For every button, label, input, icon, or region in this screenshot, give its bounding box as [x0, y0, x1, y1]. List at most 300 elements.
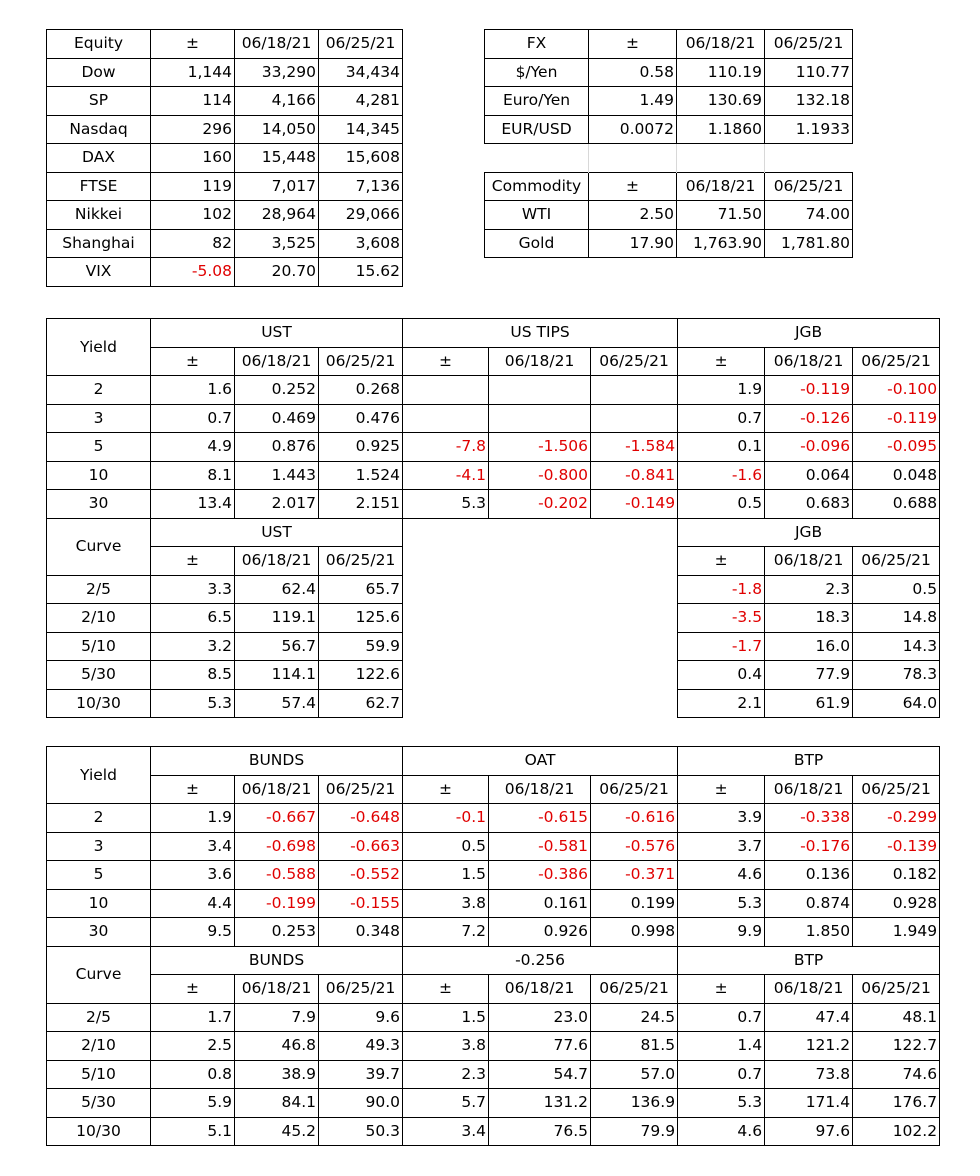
equity-value: 14,050	[235, 115, 319, 144]
sub-header: 06/25/21	[853, 775, 940, 804]
yield-group-header-row	[47, 319, 940, 348]
empty-area	[403, 632, 489, 661]
empty-area	[489, 547, 591, 576]
yield-value: 3.9	[678, 804, 765, 833]
equity-row	[47, 115, 403, 144]
yield-label: Yield	[47, 319, 151, 376]
curve-value: 81.5	[591, 1032, 678, 1061]
yield-row	[47, 461, 940, 490]
commodity-value: 1,781.80	[765, 229, 853, 258]
equity-value: 102	[151, 201, 235, 230]
yield-value: -0.100	[853, 376, 940, 405]
yield-value: -0.199	[235, 889, 319, 918]
curve-value: 0.5	[853, 575, 940, 604]
equity-value: 1,144	[151, 58, 235, 87]
curve-value: 0.8	[151, 1060, 235, 1089]
curve-value: 56.7	[235, 632, 319, 661]
spread-label: 5/30	[47, 1089, 151, 1118]
equity-name: Nikkei	[47, 201, 151, 230]
yield-value: 8.1	[151, 461, 235, 490]
yield-value: 0.1	[678, 433, 765, 462]
equity-value: 28,964	[235, 201, 319, 230]
equity-value: -5.08	[151, 258, 235, 287]
yield-value: 0.683	[765, 490, 853, 519]
equity-value: 29,066	[319, 201, 403, 230]
commodity-name: WTI	[485, 201, 589, 230]
empty-area	[403, 547, 489, 576]
group-header: UST	[151, 518, 403, 547]
curve-value: 2.3	[403, 1060, 489, 1089]
commodity-value: 17.90	[589, 229, 677, 258]
yield-value: 1.949	[853, 918, 940, 947]
yield-value: -0.176	[765, 832, 853, 861]
group-header: UST	[151, 319, 403, 348]
yield-value: -1.6	[678, 461, 765, 490]
yield-sub-header-row	[47, 347, 940, 376]
curve-value: 79.9	[591, 1117, 678, 1146]
yield-value: -0.371	[591, 861, 678, 890]
group-header: OAT	[403, 747, 678, 776]
empty-area	[489, 689, 591, 718]
equity-value: 119	[151, 172, 235, 201]
equity-header-cell: Equity	[47, 30, 151, 59]
yield-value: 9.5	[151, 918, 235, 947]
equity-value: 82	[151, 229, 235, 258]
yield-row	[47, 404, 940, 433]
curve-value: 2.1	[678, 689, 765, 718]
spread-label: 5/10	[47, 1060, 151, 1089]
commodity-header-cell: ±	[589, 172, 677, 201]
yield-value: 2.017	[235, 490, 319, 519]
empty-area	[489, 632, 591, 661]
curve-row	[47, 632, 940, 661]
curve-value: 46.8	[235, 1032, 319, 1061]
curve-row	[47, 1003, 940, 1032]
commodity-value: 74.00	[765, 201, 853, 230]
yield-value: -0.588	[235, 861, 319, 890]
empty-area	[591, 661, 678, 690]
empty-area	[591, 604, 678, 633]
group-header: -0.256	[403, 946, 678, 975]
curve-value: 121.2	[765, 1032, 853, 1061]
equity-name: Nasdaq	[47, 115, 151, 144]
curve-value: 62.7	[319, 689, 403, 718]
yield-value: -0.299	[853, 804, 940, 833]
yield-value: -0.155	[319, 889, 403, 918]
yield-sub-header-row	[47, 775, 940, 804]
curve-value: 1.7	[151, 1003, 235, 1032]
curve-value: 3.3	[151, 575, 235, 604]
fx-row	[485, 87, 853, 116]
curve-value: 78.3	[853, 661, 940, 690]
yield-value: -0.841	[591, 461, 678, 490]
yield-value: -1.506	[489, 433, 591, 462]
yield-value: 3.6	[151, 861, 235, 890]
yield-value: 0.064	[765, 461, 853, 490]
yield-value: 4.9	[151, 433, 235, 462]
sub-header: ±	[151, 975, 235, 1004]
sub-header: 06/25/21	[319, 975, 403, 1004]
curve-value: 3.4	[403, 1117, 489, 1146]
yield-value: -4.1	[403, 461, 489, 490]
sub-header: 06/18/21	[489, 347, 591, 376]
fx-header-cell: 06/18/21	[677, 30, 765, 59]
yield-value: 1.524	[319, 461, 403, 490]
empty-area	[489, 575, 591, 604]
equity-value: 33,290	[235, 58, 319, 87]
sub-header: 06/25/21	[319, 347, 403, 376]
sub-header: ±	[403, 975, 489, 1004]
curve-value: 171.4	[765, 1089, 853, 1118]
yield-value	[403, 404, 489, 433]
curve-value: 77.9	[765, 661, 853, 690]
curve-value: 61.9	[765, 689, 853, 718]
yield-value: 0.182	[853, 861, 940, 890]
yield-value: 4.4	[151, 889, 235, 918]
sub-header: 06/18/21	[765, 347, 853, 376]
yield-value: 4.6	[678, 861, 765, 890]
spread-label: 10/30	[47, 1117, 151, 1146]
equity-value: 20.70	[235, 258, 319, 287]
equity-table	[46, 29, 403, 287]
curve-row	[47, 689, 940, 718]
fx-row	[485, 58, 853, 87]
sub-header: 06/25/21	[591, 347, 678, 376]
curve-value: 14.8	[853, 604, 940, 633]
equity-header-cell: 06/25/21	[319, 30, 403, 59]
curve-value: 122.6	[319, 661, 403, 690]
yield-row	[47, 490, 940, 519]
group-header: BTP	[678, 946, 940, 975]
curve-value: 45.2	[235, 1117, 319, 1146]
empty-area	[403, 661, 489, 690]
spacer-cell	[589, 144, 677, 173]
curve-value: 0.7	[678, 1060, 765, 1089]
sub-header: ±	[403, 347, 489, 376]
curve-value: 176.7	[853, 1089, 940, 1118]
curve-value: 84.1	[235, 1089, 319, 1118]
tenor-label: 5	[47, 861, 151, 890]
curve-value: 64.0	[853, 689, 940, 718]
curve-value: -1.8	[678, 575, 765, 604]
spacer-cell	[677, 144, 765, 173]
equity-value: 4,281	[319, 87, 403, 116]
commodity-row	[485, 201, 853, 230]
curve-row	[47, 604, 940, 633]
yield-value: 0.199	[591, 889, 678, 918]
yield-value	[591, 404, 678, 433]
curve-value: 16.0	[765, 632, 853, 661]
yield-value: -0.338	[765, 804, 853, 833]
yield-value	[489, 404, 591, 433]
sub-header: 06/18/21	[489, 975, 591, 1004]
yield-value: 0.925	[319, 433, 403, 462]
fx-commodity-table	[484, 29, 853, 258]
yield-value: -0.576	[591, 832, 678, 861]
yield-value: 0.161	[489, 889, 591, 918]
yield-value	[591, 376, 678, 405]
empty-area	[403, 604, 489, 633]
curve-value: 5.3	[151, 689, 235, 718]
curve-value: 90.0	[319, 1089, 403, 1118]
yield-value: 5.3	[403, 490, 489, 519]
curve-value: 14.3	[853, 632, 940, 661]
curve-value: 102.2	[853, 1117, 940, 1146]
yield-value: -0.139	[853, 832, 940, 861]
equity-value: 15,448	[235, 144, 319, 173]
fx-value: 1.1860	[677, 115, 765, 144]
equity-value: 160	[151, 144, 235, 173]
equity-value: 3,608	[319, 229, 403, 258]
yield-value: 0.252	[235, 376, 319, 405]
curve-row	[47, 1089, 940, 1118]
group-header: BUNDS	[151, 747, 403, 776]
yield-value: 1.850	[765, 918, 853, 947]
yield-value: -1.584	[591, 433, 678, 462]
equity-value: 3,525	[235, 229, 319, 258]
yield-value: -0.096	[765, 433, 853, 462]
curve-value: 6.5	[151, 604, 235, 633]
tenor-label: 2	[47, 804, 151, 833]
sub-header: 06/25/21	[319, 547, 403, 576]
yield-row	[47, 804, 940, 833]
spacer-cell	[765, 144, 853, 173]
yield-value: -0.126	[765, 404, 853, 433]
curve-value: 5.9	[151, 1089, 235, 1118]
curve-sub-header-row	[47, 547, 940, 576]
yield-label: Yield	[47, 747, 151, 804]
yield-value: 0.928	[853, 889, 940, 918]
yield-value: -0.648	[319, 804, 403, 833]
equity-name: Dow	[47, 58, 151, 87]
group-header: US TIPS	[403, 319, 678, 348]
curve-value: 24.5	[591, 1003, 678, 1032]
fx-name: EUR/USD	[485, 115, 589, 144]
curve-value: 49.3	[319, 1032, 403, 1061]
equity-name: VIX	[47, 258, 151, 287]
empty-area	[403, 575, 489, 604]
equity-row	[47, 58, 403, 87]
curve-value: 131.2	[489, 1089, 591, 1118]
yield-value: 0.469	[235, 404, 319, 433]
yield-value: 1.443	[235, 461, 319, 490]
yield-value: -0.800	[489, 461, 591, 490]
curve-group-header-row	[47, 518, 940, 547]
curve-row	[47, 1060, 940, 1089]
yield-value: -0.202	[489, 490, 591, 519]
yield-value: 0.688	[853, 490, 940, 519]
yield-value: 0.876	[235, 433, 319, 462]
sub-header: ±	[678, 775, 765, 804]
yield-value: 3.4	[151, 832, 235, 861]
spread-label: 2/5	[47, 1003, 151, 1032]
yield-value: -0.119	[853, 404, 940, 433]
tenor-label: 30	[47, 918, 151, 947]
empty-area	[403, 689, 489, 718]
yield-value: 0.5	[403, 832, 489, 861]
curve-value: 2.5	[151, 1032, 235, 1061]
curve-value: 57.0	[591, 1060, 678, 1089]
spread-label: 2/5	[47, 575, 151, 604]
yield-value: 0.048	[853, 461, 940, 490]
yield-value: -0.119	[765, 376, 853, 405]
yield-row	[47, 889, 940, 918]
curve-value: 1.5	[403, 1003, 489, 1032]
sub-header: 06/18/21	[235, 975, 319, 1004]
equity-name: Shanghai	[47, 229, 151, 258]
yield-value: 0.476	[319, 404, 403, 433]
spread-label: 2/10	[47, 604, 151, 633]
commodity-header-cell: 06/25/21	[765, 172, 853, 201]
sub-header: 06/25/21	[319, 775, 403, 804]
equity-header-cell: ±	[151, 30, 235, 59]
equity-value: 15,608	[319, 144, 403, 173]
equity-row	[47, 87, 403, 116]
fx-header-cell: FX	[485, 30, 589, 59]
equity-row	[47, 201, 403, 230]
fx-header-row	[485, 30, 853, 59]
equity-value: 114	[151, 87, 235, 116]
sub-header: 06/18/21	[235, 547, 319, 576]
curve-value: 3.2	[151, 632, 235, 661]
equity-value: 7,136	[319, 172, 403, 201]
curve-value: 74.6	[853, 1060, 940, 1089]
sub-header: 06/18/21	[765, 975, 853, 1004]
yield-row	[47, 376, 940, 405]
curve-value: 38.9	[235, 1060, 319, 1089]
group-header: JGB	[678, 319, 940, 348]
tenor-label: 10	[47, 889, 151, 918]
curve-row	[47, 575, 940, 604]
empty-area	[591, 575, 678, 604]
sub-header: 06/25/21	[853, 547, 940, 576]
sub-header: 06/25/21	[591, 775, 678, 804]
fx-value: 1.49	[589, 87, 677, 116]
curve-value: 7.9	[235, 1003, 319, 1032]
curve-label: Curve	[47, 518, 151, 575]
yield-value	[403, 376, 489, 405]
yield-value: 0.874	[765, 889, 853, 918]
yield-value: -0.1	[403, 804, 489, 833]
curve-value: 8.5	[151, 661, 235, 690]
curve-value: 136.9	[591, 1089, 678, 1118]
fx-value: 110.77	[765, 58, 853, 87]
yield-value: -0.552	[319, 861, 403, 890]
sub-header: 06/18/21	[235, 775, 319, 804]
fx-name: $/Yen	[485, 58, 589, 87]
spread-label: 2/10	[47, 1032, 151, 1061]
commodity-name: Gold	[485, 229, 589, 258]
curve-value: 119.1	[235, 604, 319, 633]
sub-header: 06/18/21	[765, 547, 853, 576]
curve-label: Curve	[47, 946, 151, 1003]
yield-value: 7.2	[403, 918, 489, 947]
curve-sub-header-row	[47, 975, 940, 1004]
curve-value: 0.7	[678, 1003, 765, 1032]
yield-value: 0.253	[235, 918, 319, 947]
tenor-label: 5	[47, 433, 151, 462]
commodity-header-cell: Commodity	[485, 172, 589, 201]
fx-row	[485, 115, 853, 144]
yield-value: -0.095	[853, 433, 940, 462]
sub-header: 06/25/21	[853, 975, 940, 1004]
curve-value: 23.0	[489, 1003, 591, 1032]
curve-value: 5.1	[151, 1117, 235, 1146]
sub-header: ±	[151, 775, 235, 804]
curve-value: 2.3	[765, 575, 853, 604]
equity-name: DAX	[47, 144, 151, 173]
yield-value: 13.4	[151, 490, 235, 519]
fx-value: 130.69	[677, 87, 765, 116]
commodity-value: 1,763.90	[677, 229, 765, 258]
yield-group-header-row	[47, 747, 940, 776]
curve-value: 65.7	[319, 575, 403, 604]
spacer-cell	[485, 144, 589, 173]
fx-value: 0.58	[589, 58, 677, 87]
yield-row	[47, 832, 940, 861]
curve-value: 59.9	[319, 632, 403, 661]
tenor-label: 2	[47, 376, 151, 405]
yield-table-europe	[46, 746, 940, 1146]
equity-value: 296	[151, 115, 235, 144]
fx-value: 1.1933	[765, 115, 853, 144]
curve-value: 57.4	[235, 689, 319, 718]
curve-value: 54.7	[489, 1060, 591, 1089]
yield-value: -0.149	[591, 490, 678, 519]
empty-area	[403, 518, 678, 547]
empty-area	[591, 689, 678, 718]
yield-value: 5.3	[678, 889, 765, 918]
spread-label: 10/30	[47, 689, 151, 718]
yield-value: 3.7	[678, 832, 765, 861]
fx-header-cell: 06/25/21	[765, 30, 853, 59]
commodity-value: 71.50	[677, 201, 765, 230]
yield-value: -0.667	[235, 804, 319, 833]
curve-value: 18.3	[765, 604, 853, 633]
yield-value: 1.5	[403, 861, 489, 890]
yield-value: 1.9	[151, 804, 235, 833]
yield-value: -0.698	[235, 832, 319, 861]
empty-area	[591, 632, 678, 661]
tenor-label: 3	[47, 832, 151, 861]
equity-header-cell: 06/18/21	[235, 30, 319, 59]
commodity-header-cell: 06/18/21	[677, 172, 765, 201]
fx-header-cell: ±	[589, 30, 677, 59]
yield-value: -0.615	[489, 804, 591, 833]
curve-value: 114.1	[235, 661, 319, 690]
commodity-value: 2.50	[589, 201, 677, 230]
curve-value: 5.3	[678, 1089, 765, 1118]
yield-value: 0.136	[765, 861, 853, 890]
curve-value: 62.4	[235, 575, 319, 604]
yield-value: 0.998	[591, 918, 678, 947]
equity-value: 15.62	[319, 258, 403, 287]
equity-value: 7,017	[235, 172, 319, 201]
yield-value: 0.268	[319, 376, 403, 405]
equity-name: SP	[47, 87, 151, 116]
curve-value: 73.8	[765, 1060, 853, 1089]
curve-row	[47, 1032, 940, 1061]
yield-row	[47, 918, 940, 947]
yield-value: -0.616	[591, 804, 678, 833]
commodity-header-row	[485, 172, 853, 201]
yield-row	[47, 433, 940, 462]
curve-value: -1.7	[678, 632, 765, 661]
sub-header: 06/25/21	[591, 975, 678, 1004]
commodity-row	[485, 229, 853, 258]
yield-table-us-jp	[46, 318, 940, 718]
yield-row	[47, 861, 940, 890]
